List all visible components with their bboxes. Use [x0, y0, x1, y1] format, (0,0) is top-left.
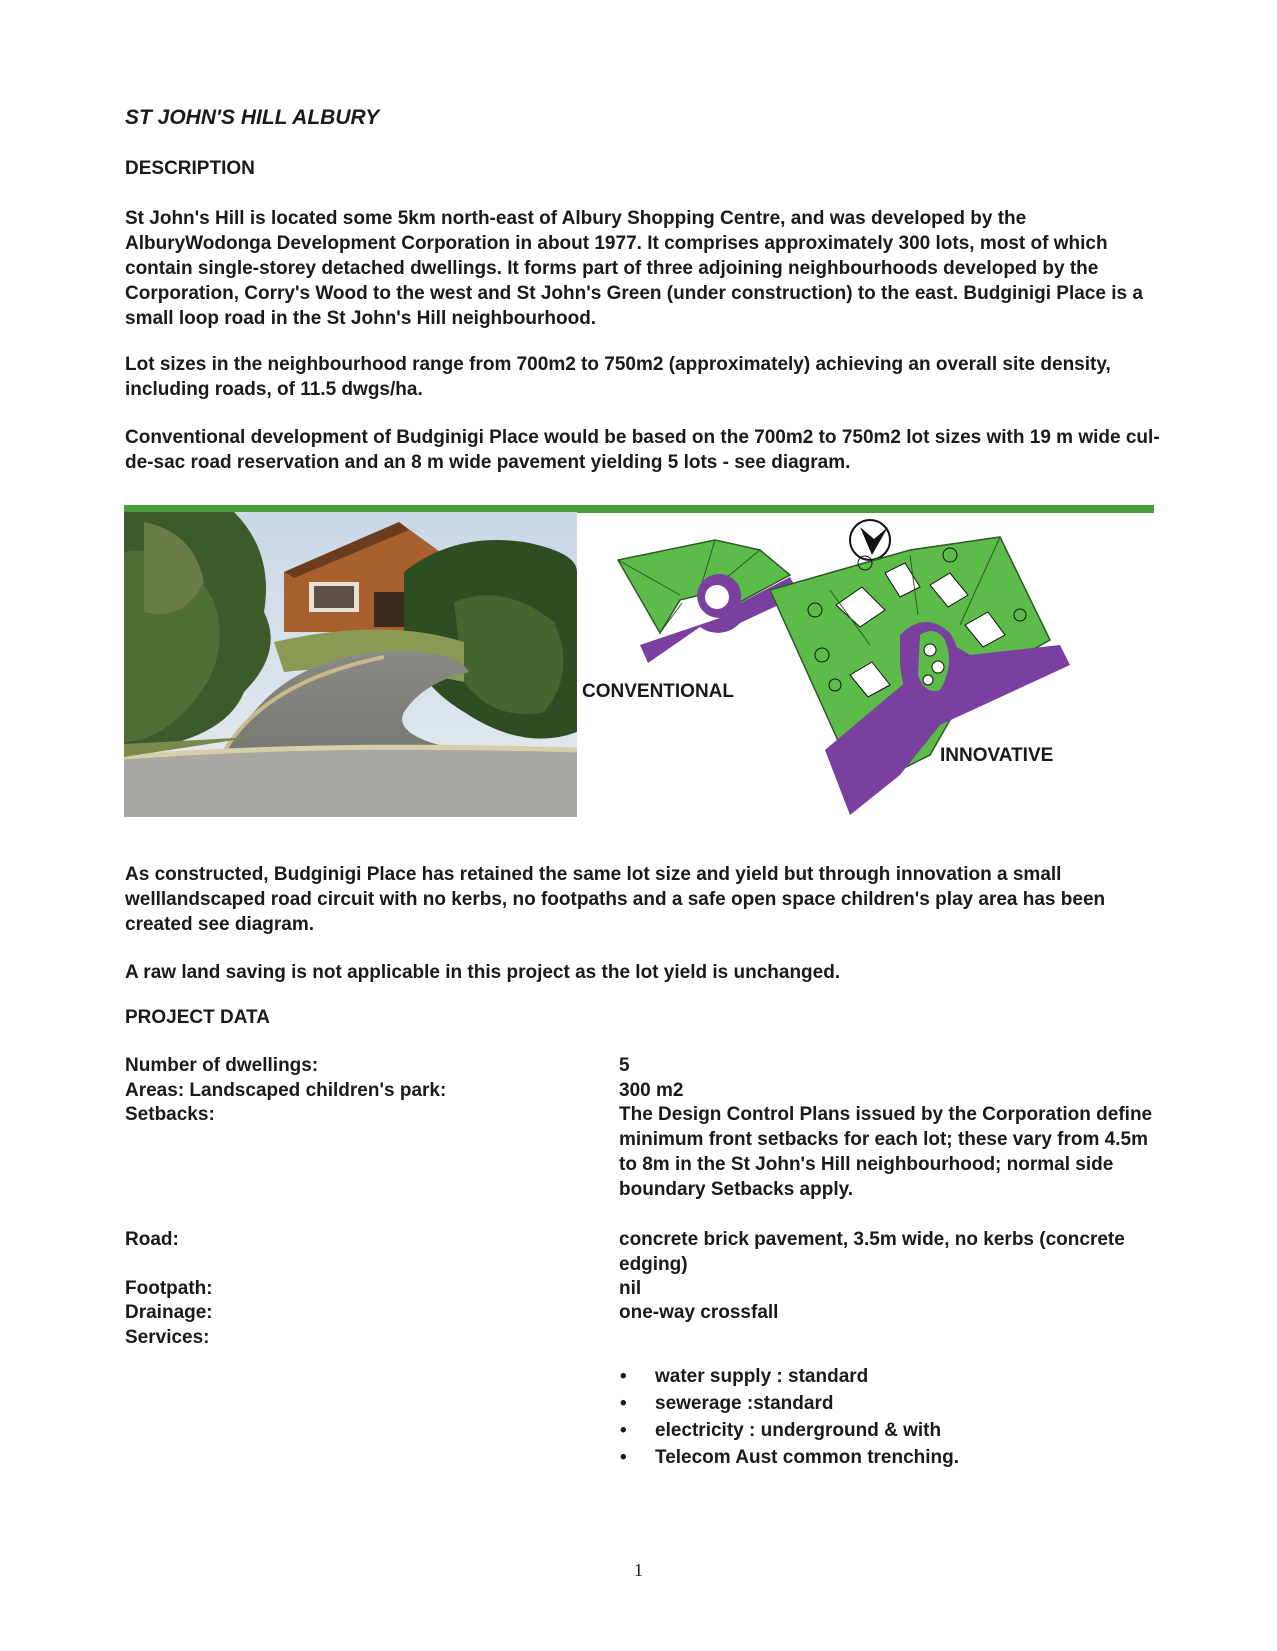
- dwellings-label: Number of dwellings:: [125, 1055, 319, 1076]
- dwellings-value: 5: [619, 1055, 630, 1076]
- page-title: ST JOHN'S HILL ALBURY: [125, 106, 380, 129]
- innovative-diagram: [770, 537, 1070, 815]
- list-item: • water supply : standard: [619, 1363, 959, 1390]
- paragraph-conventional: Conventional development of Budginigi Place would be based on the 700m2 to 750m2 lot sizes with 19 m wide cul-de-sac road reservation and an 8 m wide pavement yielding 5 lots - see diagram.: [125, 427, 1160, 473]
- conventional-diagram: [618, 540, 800, 663]
- services-label: Services:: [125, 1327, 210, 1348]
- page-number: 1: [634, 1560, 643, 1580]
- paragraph-raw-land: A raw land saving is not applicable in this project as the lot yield is unchanged.: [125, 962, 841, 983]
- paragraph-location: St John's Hill is located some 5km north-east of Albury Shopping Centre, and was developed by the AlburyWodonga Development Corporation in about 1977. It comprises approximately 300 lots, most of which contain single-storey detached dwellings. It forms part of three adjoining neighbourhoods developed by the Corporation, Corry's Wood to the west and St John's Green (under construction) to the east. Budginigi Place is a small loop road in the St John's Hill neighbourhood.: [125, 208, 1143, 329]
- paragraph-lot-sizes: Lot sizes in the neighbourhood range from 700m2 to 750m2 (approximately) achieving an overall site density, including roads, of 11.5 dwgs/ha.: [125, 354, 1111, 400]
- paragraph-as-constructed: As constructed, Budginigi Place has retained the same lot size and yield but through innovation a small welllandscaped road circuit with no kerbs, no footpaths and a safe open space children's play area has been created see diagram.: [125, 864, 1106, 935]
- list-item: • Telecom Aust common trenching.: [619, 1444, 959, 1471]
- drainage-label: Drainage:: [125, 1302, 213, 1323]
- conventional-label: CONVENTIONAL: [582, 681, 734, 702]
- footpath-value: nil: [619, 1278, 642, 1299]
- list-item: • electricity : underground & with: [619, 1417, 959, 1444]
- areas-value: 300 m2: [619, 1080, 684, 1101]
- project-data-heading: PROJECT DATA: [125, 1007, 270, 1028]
- innovative-label: INNOVATIVE: [940, 745, 1054, 766]
- street-photo: [124, 512, 577, 817]
- drainage-value: one-way crossfall: [619, 1302, 779, 1323]
- services-list: [619, 1363, 959, 1471]
- footpath-label: Footpath:: [125, 1278, 213, 1299]
- site-diagrams: [582, 515, 1120, 815]
- areas-label: Areas: Landscaped children's park:: [125, 1080, 447, 1101]
- description-heading: DESCRIPTION: [125, 158, 255, 179]
- setbacks-label: Setbacks:: [125, 1104, 215, 1125]
- list-item: • sewerage :standard: [619, 1390, 959, 1417]
- road-value: concrete brick pavement, 3.5m wide, no kerbs (concrete edging): [619, 1229, 1125, 1275]
- setbacks-value: The Design Control Plans issued by the Corporation define minimum front setbacks for each lot; these vary from 4.5m to 8m in the St John's Hill neighbourhood; normal side boundary Setbacks apply.: [619, 1104, 1153, 1200]
- road-label: Road:: [125, 1229, 179, 1250]
